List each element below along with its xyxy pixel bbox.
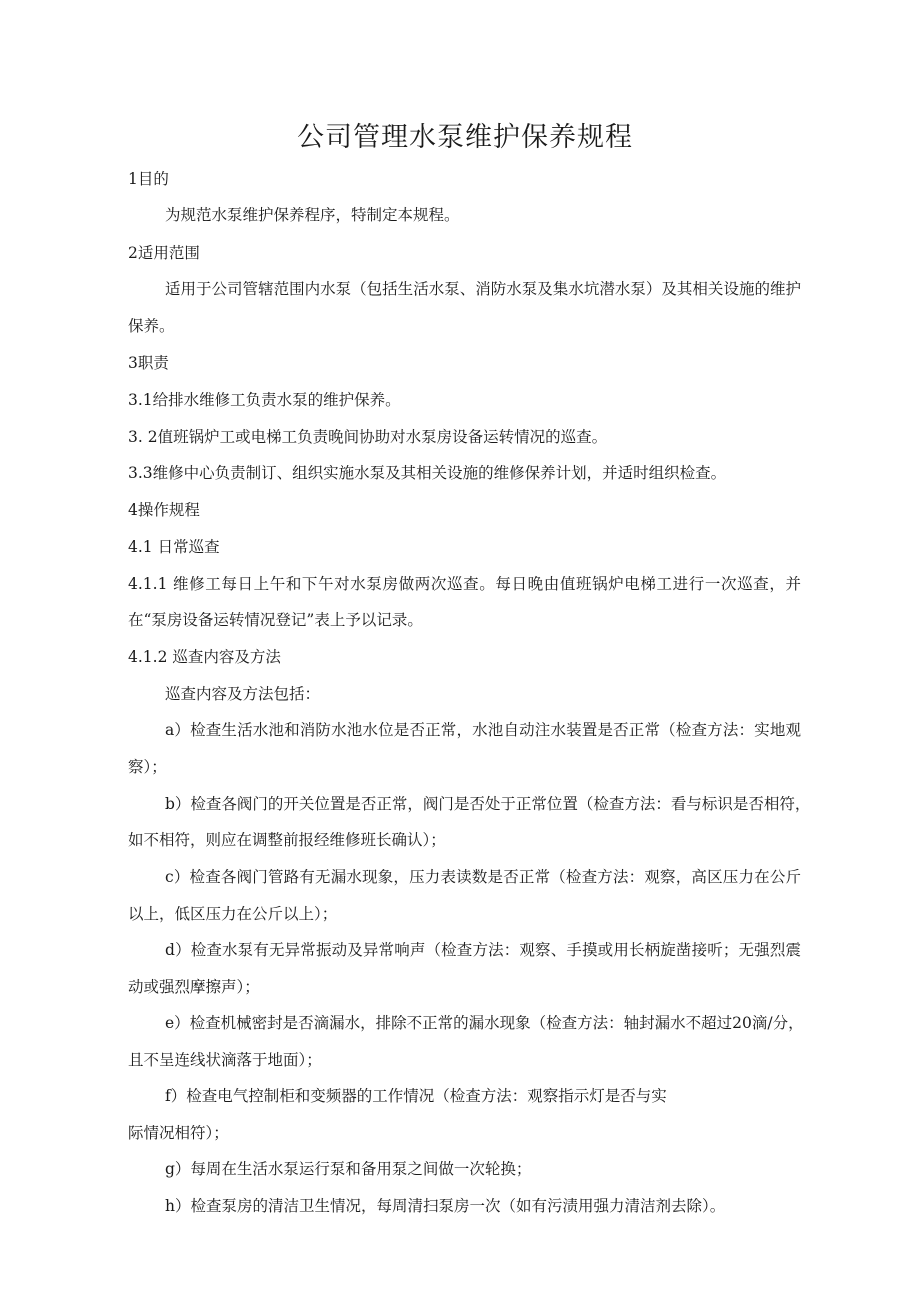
list-item-line: 际情况相符）； [128,1124,229,1142]
list-item-line: b）检查各阀门的开关位置是否正常，阀门是否处于正常位置（检查方法：看与标识是否相符， [165,795,811,813]
paragraph-line: 为规范水泵维护保养程序，特制定本规程。 [165,206,460,224]
list-item-line: d）检查水泵有无异常振动及异常响声（检查方法：观察、手摸或用长柄旋凿接听；无强烈震 [165,941,801,959]
list-item-line: f）检查电气控制柜和变频器的工作情况（检查方法：观察指示灯是否与实 [165,1087,667,1105]
list-item-line: a）检查生活水池和消防水池水位是否正常，水池自动注水装置是否正常（检查方法：实地观 [165,721,801,739]
paragraph-line: 在“泵房设备运转情况登记”表上予以记录。 [128,611,423,629]
list-item-line: 动或强烈摩擦声）； [128,978,260,996]
subsection-heading: 4.1.2 巡查内容及方法 [128,648,281,666]
section-heading: 4操作规程 [128,501,200,519]
list-item-line: g）每周在生活水泵运行泵和备用泵之间做一次轮换； [165,1160,532,1178]
paragraph-line: 适用于公司管辖范围内水泵（包括生活水泵、消防水泵及集水坑潜水泵）及其相关设施的维护 [165,280,801,298]
paragraph-line: 3.1给排水维修工负责水泵的维护保养。 [128,391,401,409]
list-item-line: 察）； [128,758,167,776]
list-item-line: 如不相符，则应在调整前报经维修班长确认）； [128,831,446,849]
document-title: 公司管理水泵维护保养规程 [297,122,633,153]
section-heading: 2适用范围 [128,244,200,262]
list-item-line: e）检查机械密封是否滴漏水，排除不正常的漏水现象（检查方法：轴封漏水不超过20滴/分， [165,1014,804,1032]
paragraph-line: 保养。 [128,317,175,335]
list-item-line: 以上，低区压力在公斤以上）； [128,905,338,923]
paragraph-line: 3. 2值班锅炉工或电梯工负责晚间协助对水泵房设备运转情况的巡查。 [128,428,608,446]
paragraph-line: 巡查内容及方法包括： [165,685,321,703]
list-item-line: 且不呈连线状滴落于地面）； [128,1051,322,1069]
list-item-line: c）检查各阀门管路有无漏水现象，压力表读数是否正常（检查方法：观察，高区压力在公斤 [165,868,801,886]
paragraph-line: 4.1.1 维修工每日上午和下午对水泵房做两次巡查。每日晚由值班锅炉电梯工进行一次巡查，并 [128,575,801,593]
section-heading: 3职责 [128,354,169,372]
paragraph-line: 3.3维修中心负责制订、组织实施水泵及其相关设施的维修保养计划，并适时组织检查。 [128,464,727,482]
list-item-line: h）检查泵房的清洁卫生情况，每周清扫泵房一次（如有污渍用强力清洁剂去除）。 [165,1197,726,1215]
subsection-heading: 4.1 日常巡查 [128,538,220,556]
section-heading: 1目的 [128,170,169,188]
